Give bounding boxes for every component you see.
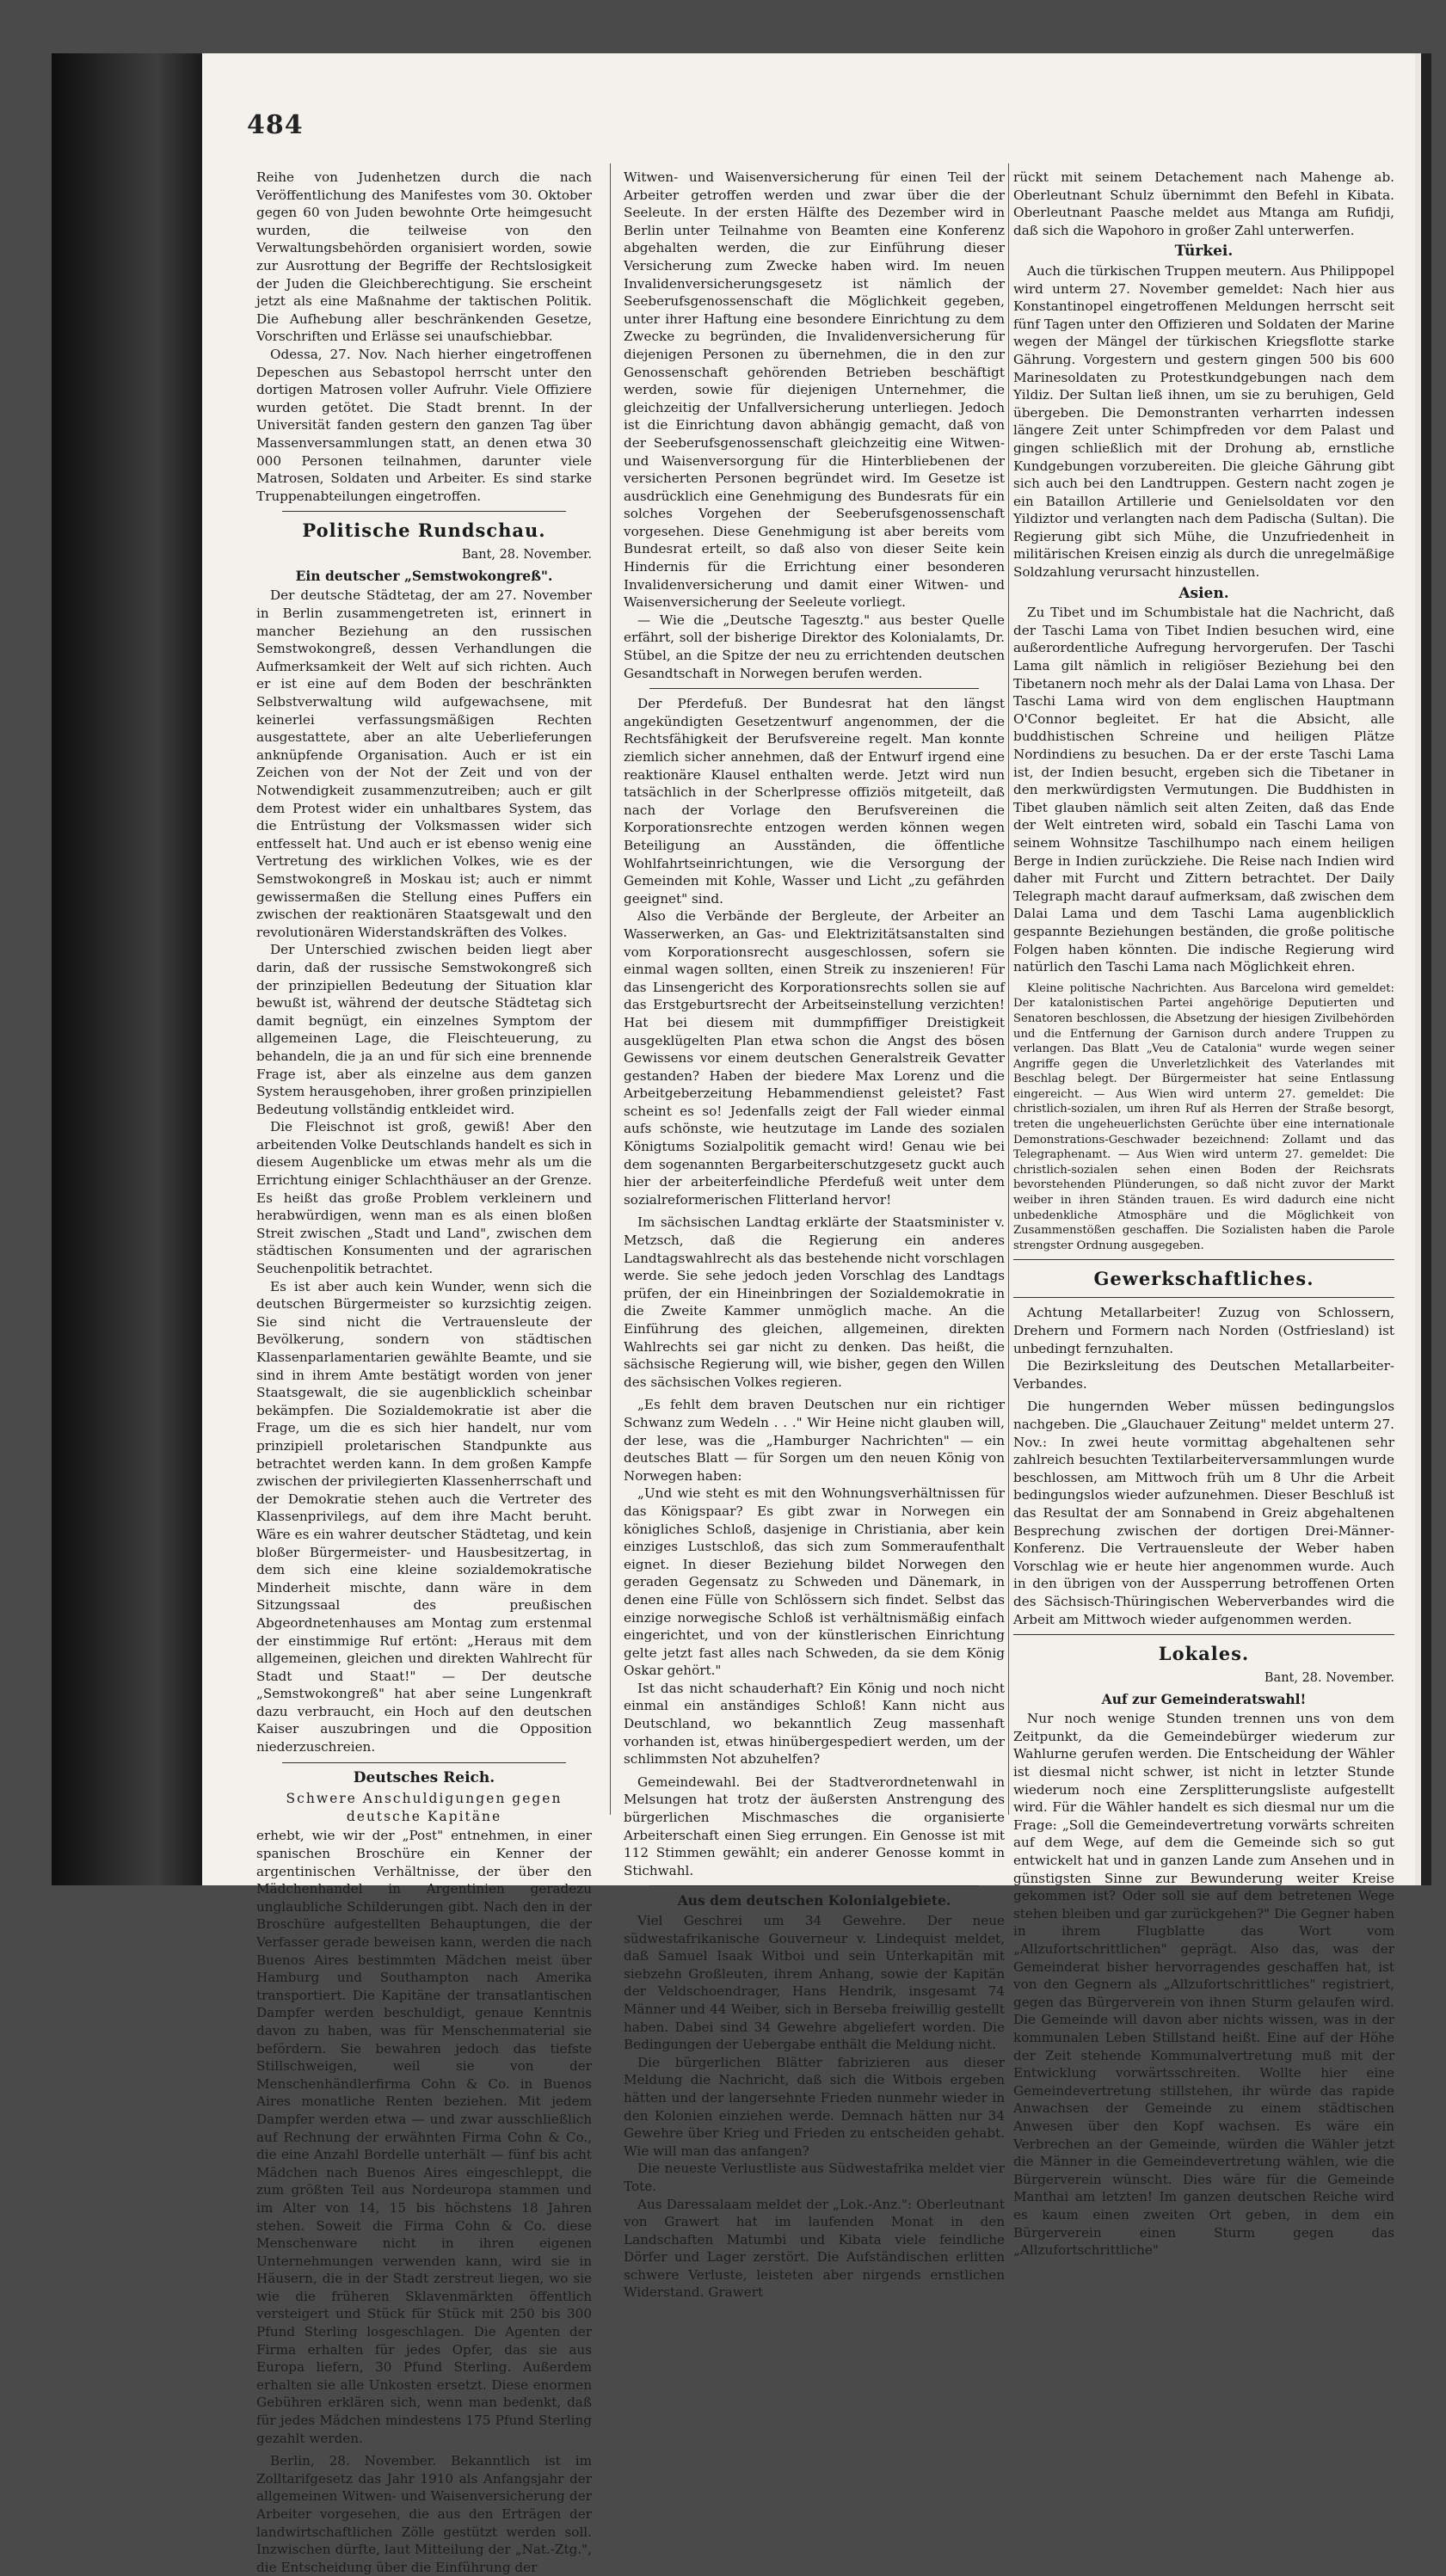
divider [282, 511, 566, 512]
paragraph: Reihe von Judenhetzen durch die nach Veröffentlichung des Manifestes vom 30. Oktober gegen 60 von Juden bewohnte Orte heimgesucht wurden, die teilweise von den Verwaltungsbehörden organisiert worden, sowie zur Ausrottung der Begriffe der Rechtslosigkeit der Juden die Gleichberechtigung. Sie erscheint jetzt als eine Maßnahme der taktischen Politik. Die Aufhebung aller beschränkenden Gesetze, Vorschriften und Erlässe sei unaufschiebbar. [256, 169, 592, 345]
paragraph: Der deutsche Städtetag, der am 27. November in Berlin zusammengetreten ist, erinnert in mancher Beziehung an den russischen Semstwokongreß, dessen Verhandlungen die Aufmerksamkeit der Welt auf sich richten. Auch er ist eine auf dem Boden der beschränkten Selbstverwaltung wild aufgewachsene, mit keinerlei verfassungsmäßigen Rechten ausgestattete, aber an alte Ueberlieferungen anknüpfende Organisation. Auch er ist ein Zeichen von der Not der Zeit und von der Notwendigkeit zusammenzutreiben; auch er gilt dem Protest wider ein unhaltbares System, das die Entrüstung der Volksmassen wider sich entfesselt hat. Und auch er ist ebenso wenig eine Vertretung des wirklichen Volkes, wie es der Semstwokongreß in Moskau ist; auch er nimmt gewissermaßen die Stellung eines Puffers ein zwischen der reaktionären Staatsgewalt und den revolutionären Widerstandskräften des Volkes. [256, 587, 592, 940]
page-number: 484 [247, 110, 304, 140]
dateline: Bant, 28. November. [461, 548, 592, 563]
column-rule [610, 163, 611, 1815]
dateline: Bant, 28. November. [1264, 1671, 1394, 1686]
paragraph: Die bürgerlichen Blätter fabrizieren aus dieser Meldung die Nachricht, daß sich die Witbois ergeben hätten und der langersehnte Frieden nunmehr wieder in den Kolonien einziehen werde. Demnach hätten nur 34 Gewehre über Krieg und Frieden zu entscheiden gehabt. Wie will man das anfangen? [624, 2054, 1005, 2159]
divider [1013, 1259, 1394, 1260]
divider [649, 688, 979, 689]
book-binding [52, 53, 202, 1885]
paragraph: Nur noch wenige Stunden trennen uns von dem Zeitpunkt, da die Gemeindebürger wiederum zur Wahlurne gerufen werden. Die Entscheidung der Wähler ist diesmal nicht schwer, ist nicht in letzter Stunde wiederum noch eine Zersplitterungsliste aufgestellt wird. Für die Wähler handelt es sich diesmal nur um die Frage: „Soll die Gemeindevertretung vorwärts schreiten auf dem Wege, auf dem die Gemeinde sich so gut entwickelt hat und in ganzen Lande zum Ansehen und in günstigsten Sinne zur Bewunderung weiter Kreise gekommen ist? Oder soll sie auf dem betretenen Wege stehen bleiben und gar zurückgehen?" Die Gegner haben in ihrem Flugblatte das Wort vom „Allzufortschrittlichen" geprägt. Also das, was der Gemeinderat bisher hervorragendes geschaffen hat, ist von den Gegnern als „Allzufortschrittliches" registriert, gegen das Bürgerverein von ihnen Sturm gelaufen wird. Die Gemeinde will davon aber nichts wissen, was in der kommunalen Leben Stillstand heißt. Eine auf der Höhe der Zeit stehende Kommunalvertretung muß mit der Entwicklung vorwärtsschreiten. Wollte hier eine Gemeindevertretung stillstehen, ihr würde das rapide Anwachsen der Gemeinde zu einem städtischen Anwesen über den Kopf wachsen. Es wäre ein Verbrechen an der Gemeinde, würden die Wähler jetzt die Männer in die Gemeindevertretung wählen, wie die Bürgerverein wünscht. Dies wäre für die Gemeinde Manthai am letzten! Im ganzen deutschen Reiche wird es kaum einen zweiten Ort geben, in dem ein Bürgerverein einen Sturm gegen das „Allzufortschrittliche" [1013, 1711, 1394, 2259]
column-2 [624, 169, 1005, 2301]
paragraph: Im sächsischen Landtag erklärte der Staatsminister v. Metzsch, daß die Regierung ein anderes Landtagswahlrecht als das bestehende nicht vorschlagen werde. Sie sehe jedoch jeden Vorschlag des Landtags prüfen, der ein Hineinbringen der Sozialdemokratie in die Zweite Kammer unmöglich mache. An die Einführung des gleichen, allgemeinen, direkten Wahlrechts sei gar nicht zu denken. Das heißt, die sächsische Regierung will, wie bisher, gegen den Willen des sächsischen Volkes regieren. [624, 1214, 1005, 1390]
paragraph: Die neueste Verlustliste aus Südwestafrika meldet vier Tote. [624, 2161, 1005, 2194]
paragraph: „Es fehlt dem braven Deutschen nur ein richtiger Schwanz zum Wedeln . . ." Wir Heine nicht glauben will, der lese, was die „Hamburger Nachrichten" — ein deutsches Blatt — für Sorgen um den neuen König von Norwegen haben: [624, 1397, 1005, 1484]
paragraph: Der Unterschied zwischen beiden liegt aber darin, daß der russische Semstwokongreß sich der prinzipiellen Bedeutung der Situation klar bewußt ist, während der deutsche Städtetag sich damit begnügt, ein einzelnes Symptom der allgemeinen Lage, die Fleischteuerung, zu behandeln, die ja an und für sich eine brennende Frage ist, aber als einzelne aus dem ganzen System herausgehoben, ihrer großen prinzipiellen Bedeutung vollständig entkleidet wird. [256, 942, 592, 1117]
section-heading-lokales: Lokales. [1158, 1643, 1250, 1665]
paragraph: Achtung Metallarbeiter! Zuzug von Schlossern, Drehern und Formern nach Norden (Ostfriesland) ist unbedingt fernzuhalten. [1013, 1305, 1394, 1356]
divider [649, 1885, 979, 1886]
divider [1013, 1297, 1394, 1298]
paragraph: Aus Daressalaam meldet der „Lok.-Anz.": Oberleutnant von Grawert hat im laufenden Monat in den Landschaften Matumbi und Kibata viele feindliche Dörfer und Lager zerstört. Die Aufständischen erlitten schwere Verluste, leisteten aber nirgends ernstlichen Widerstand. Grawert [624, 2196, 1005, 2301]
paragraph: erhebt, wie wir der „Post" entnehmen, in einer spanischen Broschüre ein Kenner der argentinischen Verhältnisse, der über den Mädchenhandel in Argentinien geradezu unglaubliche Schilderungen gibt. Nach den in der Broschüre aufgestellten Behauptungen, die der Verfasser gerade beweisen kann, werden die nach Buenos Aires bestimmten Mädchen meist über Hamburg und Southampton nach Amerika transportiert. Die Kapitäne der transatlantischen Dampfer werden beschuldigt, genaue Kenntnis davon zu haben, was für Menschenmaterial sie befördern. Sie bewahren jedoch das tiefste Stillschweigen, weil sie von der Menschenhändlerfirma Cohn & Co. in Buenos Aires monatliche Renten beziehen. Mit jedem Dampfer werden etwa — und zwar ausschließlich auf Rechnung der erwähnten Firma Cohn & Co., die eine Anzahl Bordelle unterhält — fünf bis acht Mädchen nach Buenos Aires eingeschleppt, die zum größten Teil aus Nordeuropa stammen und im Alter von 14, 15 bis höchstens 18 Jahren stehen. Soweit die Firma Cohn & Co. diese Menschenware nicht in ihren eigenen Unternehmungen verwenden kann, wird sie in Häusern, die in der Stadt zerstreut liegen, wo sie wie die früheren Sklavenmärkten öffentlich versteigert und Stück für Stück mit 250 bis 300 Pfund Sterling losgeschlagen. Die Agenten der Firma erhalten für jedes Opfer, das sie aus Europa liefern, 30 Pfund Sterling. Außerdem erhalten sie alle Unkosten ersetzt. Diese enormen Gebühren erklären sich, wenn man bedenkt, daß für jedes Mädchen mindestens 175 Pfund Sterling gezahlt werden. [256, 1828, 592, 2446]
article-heading: Aus dem deutschen Kolonialgebiete. [677, 1892, 951, 1909]
paragraph: Zu Tibet und im Schumbistale hat die Nachricht, daß der Taschi Lama von Tibet Indien besuchen wird, eine außerordentliche Aufregung hervorgerufen. Der Taschi Lama gilt nämlich in religiöser Beziehung bei den Tibetanern noch mehr als der Dalai Lama von Lhasa. Der Taschi Lama wird von dem englischen Hauptmann O'Connor begleitet. Er hat die Absicht, alle buddhistischen Schreine und heiligen Plätze Nordindiens zu besuchen. Da er der erste Taschi Lama ist, der Indien besucht, ergeben sich die Tibetaner in den merkwürdigsten Vermutungen. Die Buddhisten in Tibet glauben nämlich seit alten Zeiten, daß das Ende der Welt eintreten wird, sobald ein Taschi Lama von seinem Wohnsitze Taschilhumpo nach einem heiligen Berge in Indien zurückziehe. Die Reise nach Indien wird daher mit Furcht und Zittern betrachtet. Der Daily Telegraph macht darauf aufmerksam, daß zwischen dem Dalai Lama und dem Taschi Lama augenblicklich gespannte Beziehungen beständen, die große politische Folgen haben könnten. Die indische Regierung wird natürlich den Taschi Lama nach Möglichkeit ehren. [1013, 605, 1394, 975]
paragraph: — Wie die „Deutsche Tagesztg." aus bester Quelle erfährt, soll der bisherige Direktor des Kolonialamts, Dr. Stübel, an die Spitze der neu zu errichtenden deutschen Gesandtschaft in Norwegen berufen werden. [624, 612, 1005, 681]
section-heading-asien: Asien. [1178, 584, 1229, 602]
paragraph: Also die Verbände der Bergleute, der Arbeiter an Wasserwerken, an Gas- und Elektrizitätsanstalten sind vom Korporationsrecht ausgeschlossen, sofern sie einmal wagen sollten, einen Streik zu inszenieren! Für das Linsengericht des Korporationsrechts sollen sie auf das Erstgeburtsrecht der Arbeitseinstellung verzichten! Hat bei diesem mit dummpfiffiger Dreistigkeit ausgeklügelten Plan etwa schon die Angst des bösen Gewissens vor einem deutschen Generalstreik Gevatter gestanden? Haben der biedere Max Lorenz und die Arbeitgeberzeitung Hebammendienst geleistet? Fast scheint es so! Jedenfalls zeigt der Fall wieder einmal aufs schönste, wie heutzutage im Lande des sozialen Königtums Sozialpolitik gemacht wird! Genau wie bei dem sogenannten Bergarbeiterschutzgesetz guckt auch hier der arbeiterfeindliche Pferdefuß weit unter dem sozialreformerischen Flitterland hervor! [624, 908, 1005, 1208]
article-heading: Ein deutscher „Semstwokongreß". [295, 567, 553, 584]
paragraph: Die hungernden Weber müssen bedingungslos nachgeben. Die „Glauchauer Zeitung" meldet unterm 27. Nov.: In zwei heute vormittag abgehaltenen sehr zahlreich besuchten Textilarbeiterversammlungen wurde beschlossen, am Mittwoch früh um 8 Uhr die Arbeit bedingungslos wieder aufzunehmen. Dieser Beschluß ist das Resultat der am Sonnabend in Greiz abgehaltenen Besprechung zwischen der dortigen Drei-Männer-Konferenz. Die Vertrauensleute der Weber haben Vorschlag wie er heute hier angenommen wurde. Auch in den übrigen von der Aussperrung betroffenen Orten des Sächsisch-Thüringischen Weberverbandes wird die Arbeit am Mittwoch wieder aufgenommen werden. [1013, 1399, 1394, 1627]
section-heading-tuerkei: Türkei. [1174, 243, 1234, 261]
section-heading-deutsches-reich: Deutsches Reich. [353, 1768, 495, 1786]
paragraph: Gemeindewahl. Bei der Stadtverordnetenwahl in Melsungen hat trotz der äußersten Anstrengung des bürgerlichen Mischmasches die organisierte Arbeiterschaft einen Sieg errungen. Ein Genosse ist mit 112 Stimmen gewählt; ein anderer Genosse kommt in Stichwahl. [624, 1774, 1005, 1878]
paragraph: rückt mit seinem Detachement nach Mahenge ab. Oberleutnant Schulz übernimmt den Befehl in Kibata. Oberleutnant Paasche meldet aus Mtanga am Rufidji, daß sich die Wapohoro in großer Zahl unterwerfen. [1013, 169, 1394, 238]
column-rule [1008, 163, 1009, 1815]
section-heading-gewerkschaftliches: Gewerkschaftliches. [1093, 1268, 1314, 1290]
paragraph: Viel Geschrei um 34 Gewehre. Der neue südwestafrikanische Gouverneur v. Lindequist meldet, daß Samuel Isaak Witboi und sein Unterkapitän mit siebzehn Großleuten, ihrem Anhang, sowie der Kapitän der Veldschoendrager, Hans Hendrik, insgesamt 74 Männer und 44 Weiber, sich in Berseba freiwillig gestellt haben. Dabei sind 34 Gewehre abgeliefert worden. Die Bedingungen der Uebergabe enthält die Meldung nicht. [624, 1913, 1005, 2053]
column-3 [1013, 169, 1394, 2259]
article-heading: Schwere Anschuldigungen gegen deutsche Kapitäne [286, 1791, 563, 1824]
divider [1013, 1634, 1394, 1635]
paragraph: Kleine politische Nachrichten. Aus Barcelona wird gemeldet: Der katalonistischen Partei angehörige Deputierten und Senatoren beschlossen, die Absetzung der hiesigen Zivilbehörden und die Entfernung der Garnison durch andere Truppen zu verlangen. Das Blatt „Veu de Catalonia" wurde wegen seiner Angriffe gegen die Unverletzlichkeit des Vaterlandes mit Beschlag belegt. Der Bürgermeister hat seine Entlassung eingereicht. — Aus Wien wird unterm 27. gemeldet: Die christlich-sozialen, um ihren Ruf als Herren der Straße besorgt, treten die ungeheuerlichsten Gerüchte über eine internationale Demonstrations-Geschwader bezeichnend: Zollamt und das Telegraphenamt. — Aus Wien wird unterm 27. gemeldet: Die christlich-sozialen sehen einen Boden der Reichsrats bevorstehenden Plünderungen, so daß nicht zuvor der Markt weiber in ihren Ständen trauen. Es wird dadurch eine nicht unbedenkliche Atmosphäre und die Möglichkeit von Zusammenstößen geschaffen. Die Sozialisten haben die Parole strengster Ordnung ausgegeben. [1013, 981, 1394, 1252]
paragraph: Ist das nicht schauderhaft? Ein König und noch nicht einmal ein anständiges Schloß! Kann nicht aus Deutschland, wo bekanntlich Zeug massenhaft vorhanden ist, etwas hinübergespediert werden, um der schlimmsten Not abzuhelfen? [624, 1680, 1005, 1768]
paragraph: Auch die türkischen Truppen meutern. Aus Philippopel wird unterm 27. November gemeldet: Nach hier aus Konstantinopel eingetroffenen Meldungen herrscht seit fünf Tagen unter den Offizieren und Soldaten der Marine wegen der Mängel der türkischen Kriegsflotte starke Gährung. Vorgestern und gestern gingen 500 bis 600 Marinesoldaten zu Protestkundgebungen nach dem Yildiz. Der Sultan ließ ihnen, um sie zu beruhigen, Geld übergeben. Die Demonstranten verharrten indessen längere Zeit unter Schimpfreden vor dem Palast und gingen schließlich mit der Drohung ab, ernstliche Kundgebungen vorzubereiten. Die gleiche Gährung gibt sich auch bei den Landtruppen. Gestern nacht zogen je ein Bataillon Artillerie und Genielsoldaten vor den Yildiztor und verlangten nach dem Padischa (Sultan). Die Regierung gibt sich Mühe, die Unzufriedenheit in militärischen Kreisen einzig als durch die unregelmäßige Soldzahlung verursacht hinzustellen. [1013, 262, 1394, 581]
paragraph: Die Bezirksleitung des Deutschen Metallarbeiter-Verbandes. [1013, 1358, 1394, 1392]
paragraph: Odessa, 27. Nov. Nach hierher eingetroffenen Depeschen aus Sebastopol herrscht unter den dortigen Matrosen voller Aufruhr. Viele Offiziere wurden getötet. Die Stadt brennt. In der Universität fanden gestern den ganzen Tag über Massenversammlungen statt, an denen etwa 30 000 Personen teilnahmen, darunter viele Matrosen, Soldaten und Arbeiter. Es sind starke Truppenabteilungen eingetroffen. [256, 346, 592, 504]
paragraph: Die Fleischnot ist groß, gewiß! Aber den arbeitenden Volke Deutschlands handelt es sich in diesem Augenblicke um etwas mehr als um die Errichtung einiger Schlachthäuser an der Grenze. Es heißt das große Problem verkleinern und herabwürdigen, wenn man es als einen bloßen Streit zwischen „Stadt und Land", zwischen dem städtischen Konsumenten und der agrarischen Seuchenpolitik betrachtet. [256, 1119, 592, 1277]
right-page-edge [1421, 53, 1431, 1885]
paragraph: Berlin, 28. November. Bekanntlich ist im Zolltarifgesetz das Jahr 1910 als Anfangsjahr der allgemeinen Witwen- und Waisenversicherung der Arbeiter vorgesehen, die aus den Erträgen der landwirtschaftlichen Zölle gestützt werden soll. Inzwischen dürfte, laut Mitteilung der „Nat.-Ztg.", die Entscheidung über die Einführung der [256, 2453, 592, 2575]
column-1 [256, 169, 592, 2575]
section-heading-politische-rundschau: Politische Rundschau. [302, 520, 546, 542]
paragraph: Es ist aber auch kein Wunder, wenn sich die deutschen Bürgermeister so kurzsichtig zeigen. Sie sind nicht die Vertrauensleute der Bevölkerung, sondern von städtischen Klassenparlamentarien gewählte Beamte, und sie sind in ihrem Amte bestätigt worden von jener Staatsgewalt, die sie augenblicklich scheinbar bekämpfen. Die Sozialdemokratie ist aber die Frage, um die es sich hier handelt, nur vom prinzipiell proletarischen Standpunkte aus betrachtet werden kann. In dem großen Kampfe zwischen der privilegierten Klassenherrschaft und der Demokratie stehen auch die Vertreter des Klassenprivilegs, auf dem ihre Macht beruht. Wäre es ein wahrer deutscher Städtetag, und kein bloßer Bürgermeister- und Hausbesitzertag, in dem sich eine kleine sozialdemokratische Minderheit mischte, dann wäre in dem Sitzungssaal des preußischen Abgeordnetenhauses am Montag zum erstenmal der einstimmige Ruf ertönt: „Heraus mit dem allgemeinen, gleichen und direkten Wahlrecht für Stadt und Staat!" — Der deutsche „Semstwokongreß" hat aber seine Lungenkraft dazu verbraucht, ein Hoch auf den deutschen Kaiser auszubringen und die Opposition niederzuschreien. [256, 1278, 592, 1755]
article-heading: Auf zur Gemeinderatswahl! [1101, 1690, 1307, 1707]
divider [282, 1762, 566, 1763]
paragraph: „Und wie steht es mit den Wohnungsverhältnissen für das Königspaar? Es gibt zwar in Norwegen ein königliches Schloß, dasjenige in Christiania, aber kein einziges Lustschloß, das sich zum Sommeraufenthalt eignet. In dieser Beziehung bildet Norwegen den geraden Gegensatz zu Schweden und Dänemark, in denen eine Fülle von Schlössern sich findet. Selbst das einzige norwegische Schloß ist verhältnismäßig einfach eingerichtet, und von der künstlerischen Einrichtung gelte jetzt fast alles nach Schweden, da sie dem König Oskar gehört." [624, 1485, 1005, 1679]
paragraph: Der Pferdefuß. Der Bundesrat hat den längst angekündigten Gesetzentwurf angenommen, der die Rechtsfähigkeit der Berufsvereine regelt. Man konnte ziemlich sicher annehmen, daß der Entwurf irgend eine reaktionäre Klausel enthalten werde. Jetzt wird nun tatsächlich in der Scherlpresse offiziös mitgeteilt, daß nach der Vorlage den Berufsvereinen die Korporationsrechte entzogen werden können wegen Beteiligung an Ausständen, die öffentliche Wohlfahrtseinrichtungen, wie die Versorgung der Gemeinden mit Kohle, Wasser und Licht „zu gefährden geeignet" sind. [624, 696, 1005, 907]
paragraph: Witwen- und Waisenversicherung für einen Teil der Arbeiter getroffen werden und zwar über die der Seeleute. In der ersten Hälfte des Dezember wird in Berlin unter Teilnahme von Beamten eine Konferenz abgehalten werden, die zur Einführung dieser Versicherung zum Zwecke haben wird. Im neuen Invalidenversicherungsgesetz ist nämlich der Seeberufsgenossenschaft die Möglichkeit gegeben, unter ihrer Haftung eine besondere Einrichtung zu dem Zwecke zu begründen, die Invalidenversicherung für diejenigen Personen zu übernehmen, die in den zur Genossenschaft gehörenden Betrieben beschäftigt werden, sowie für diejenigen Unternehmer, die gleichzeitig der Unfallversicherung unterliegen. Jedoch ist die Einrichtung davon abhängig gemacht, daß von der Seeberufsgenossenschaft gleichzeitig eine Witwen- und Waisenversorgung für die Hinterbliebenen der versicherten Personen begründet wird. Im Gesetze ist ausdrücklich eine Genehmigung des Bundesrats für ein solches Vorgehen der Seeberufsgenossenschaft vorgesehen. Diese Genehmigung ist aber bereits vom Bundesrat erteilt, so daß also von dieser Seite kein Hindernis für die Errichtung einer besonderen Invalidenversicherung und damit einer Witwen- und Waisenversicherung der Seeleute vorliegt. [624, 169, 1005, 611]
